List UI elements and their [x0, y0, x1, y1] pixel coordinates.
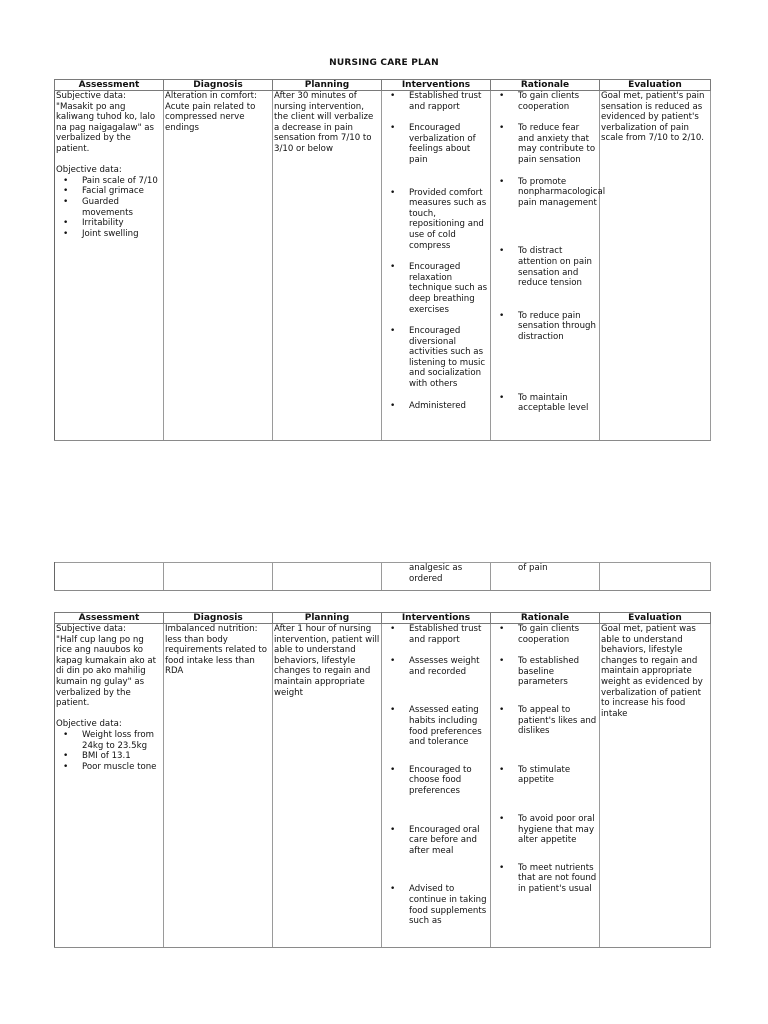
- subjective-quote: "Masakit po ang kaliwang tuhod ko, lalo na pag naigagalaw" as verbalized by the patient.: [56, 101, 156, 154]
- intervention-item: • Provided comfort measures such as touch, repositioning and use of cold compress: [409, 188, 489, 252]
- evaluation-cell: Goal met, patient was able to understand behaviors, lifestyle changes to regain and maintain appropriate weight as evidenced by verbalization of patient to increase his food intake: [600, 624, 711, 948]
- objective-item: • Poor muscle tone: [82, 762, 162, 773]
- header-evaluation: Evaluation: [600, 613, 711, 624]
- header-diagnosis: Diagnosis: [164, 613, 273, 624]
- intervention-item: • Encouraged to choose food preferences: [409, 765, 489, 797]
- care-plan-table-continuation: [54, 562, 711, 591]
- evaluation-cell: [600, 563, 711, 591]
- objective-item: • Weight loss from 24kg to 23.5kg: [82, 730, 162, 751]
- header-row: [55, 613, 711, 624]
- diagnosis-cell: Alteration in comfort: Acute pain related to compressed nerve endings: [164, 91, 273, 441]
- intervention-item: • Encouraged relaxation technique such as deep breathing exercises: [409, 262, 489, 315]
- interventions-cell: [382, 624, 491, 948]
- rationale-cell: [491, 91, 606, 441]
- objective-item: • Pain scale of 7/10: [82, 176, 162, 187]
- intervention-item: • Administered: [409, 401, 489, 412]
- rationale-list: [492, 624, 598, 895]
- intervention-item: • Assesses weight and recorded: [409, 656, 489, 677]
- header-rationale: Rationale: [491, 80, 600, 91]
- subjective-label: Subjective data:: [56, 91, 126, 101]
- rationale-item: • To gain clients cooperation: [518, 624, 598, 645]
- rationale-cell: [491, 624, 600, 948]
- planning-cell: After 1 hour of nursing intervention, patient will able to understand behaviors, lifestyle changes to regain and maintain appropriate weight: [273, 624, 382, 948]
- rationale-continuation: of pain: [518, 563, 548, 573]
- body-row: [55, 91, 711, 441]
- rationale-item: • To avoid poor oral hygiene that may alter appetite: [518, 814, 598, 846]
- intervention-item: • Encouraged oral care before and after meal: [409, 825, 489, 857]
- objective-item: • Facial grimace: [82, 186, 162, 197]
- header-planning: Planning: [273, 80, 382, 91]
- header-assessment: Assessment: [55, 80, 164, 91]
- header-rationale: Rationale: [491, 613, 600, 624]
- interventions-list: [383, 91, 489, 411]
- assessment-cell: [55, 624, 164, 948]
- header-evaluation: Evaluation: [600, 80, 711, 91]
- planning-cell: [273, 563, 382, 591]
- objective-item: • Joint swelling: [82, 229, 162, 240]
- rationale-item: • To meet nutrients that are not found in patient's usual: [518, 863, 598, 895]
- rationale-item: • To maintain acceptable level: [518, 393, 598, 414]
- header-interventions: Interventions: [382, 613, 491, 624]
- interventions-list: [383, 624, 489, 927]
- intervention-item: • Established trust and rapport: [409, 91, 489, 112]
- diagnosis-cell: Imbalanced nutrition: less than body requirements related to food intake less than RDA: [164, 624, 273, 948]
- planning-cell: After 30 minutes of nursing intervention, the client will verbalize a decrease in pain sensation from 7/10 to 3/10 or below: [273, 91, 382, 441]
- intervention-item: • Established trust and rapport: [409, 624, 489, 645]
- document-title: NURSING CARE PLAN: [329, 58, 439, 68]
- objective-list: [56, 176, 162, 240]
- body-row: [55, 624, 711, 948]
- subjective-quote: "Half cup lang po ng rice ang nauubos ko kapag kumakain ako at di din po ako mahilig kumain ng gulay" as verbalized by the patient.: [56, 634, 157, 709]
- header-interventions: Interventions: [382, 80, 491, 91]
- objective-item: • BMI of 13.1: [82, 751, 162, 762]
- header-row: [55, 80, 711, 91]
- evaluation-cell: Goal met, patient's pain sensation is reduced as evidenced by patient's verbalization of pain scale from 7/10 to 2/10.: [600, 91, 711, 441]
- objective-list: [56, 730, 162, 772]
- objective-item: • Irritability: [82, 218, 162, 229]
- rationale-item: • To gain clients cooperation: [518, 91, 598, 112]
- rationale-item: • To distract attention on pain sensation and reduce tension: [518, 246, 598, 288]
- rationale-cell: [491, 563, 600, 591]
- header-diagnosis: Diagnosis: [164, 80, 273, 91]
- objective-label: Objective data:: [56, 165, 122, 176]
- diagnosis-cell: [164, 563, 273, 591]
- care-plan-table-nutrition: [54, 612, 711, 948]
- rationale-item: • To established baseline parameters: [518, 656, 598, 688]
- subjective-label: Subjective data:: [56, 624, 126, 634]
- assessment-cell: [55, 563, 164, 591]
- intervention-item: • Encouraged diversional activities such as listening to music and socialization with others: [409, 326, 489, 390]
- intervention-item: • Advised to continue in taking food supplements such as: [409, 884, 489, 926]
- objective-item: • Guarded movements: [82, 197, 162, 218]
- assessment-cell: [55, 91, 164, 441]
- header-planning: Planning: [273, 613, 382, 624]
- rationale-item: • To reduce fear and anxiety that may contribute to pain sensation: [518, 123, 598, 165]
- objective-label: Objective data:: [56, 719, 122, 730]
- rationale-item: • To appeal to patient's likes and dislikes: [518, 705, 598, 737]
- intervention-item: • Assessed eating habits including food preferences and tolerance: [409, 705, 489, 747]
- rationale-item: • To promote nonpharmacological pain management: [518, 177, 598, 209]
- care-plan-table-acute-pain: [54, 79, 711, 441]
- intervention-item: • Encouraged verbalization of feelings about pain: [409, 123, 489, 165]
- rationale-item: • To reduce pain sensation through distraction: [518, 311, 598, 343]
- continuation-row: [55, 563, 711, 591]
- header-assessment: Assessment: [55, 613, 164, 624]
- interventions-cell: [382, 563, 491, 591]
- intervention-continuation: analgesic as ordered: [409, 563, 463, 584]
- rationale-item: • To stimulate appetite: [518, 765, 598, 786]
- rationale-list: [492, 91, 606, 414]
- interventions-cell: [382, 91, 491, 441]
